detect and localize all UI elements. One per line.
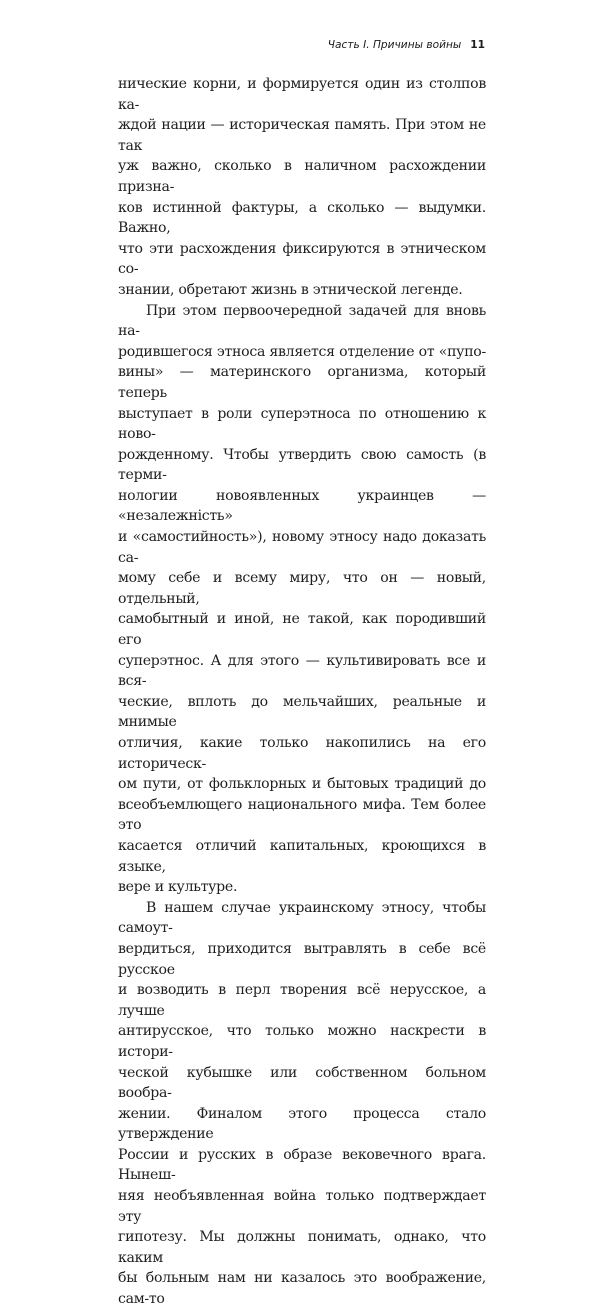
text-line: ждой нации — историческая память. При этом не так — [118, 117, 486, 154]
body-text — [118, 74, 486, 1310]
text-line: вердиться, приходится вытравлять в себе всё русское — [118, 940, 486, 978]
text-line: няя необъявленная война только подтверждает эту — [118, 1188, 486, 1225]
text-line: ом пути, от фольклорных и бытовых традиций до — [118, 776, 486, 793]
text-line: и возводить в перл творения всё нерусское, а лучше — [118, 982, 486, 1019]
text-line: ческие, вплоть до мельчайших, реальные и мнимые — [118, 693, 486, 731]
text-line: нологии новоявленных украинцев — «незалежність» — [118, 487, 486, 525]
text-line: и «самостийность»), новому этносу надо доказать са- — [118, 529, 486, 566]
running-header — [328, 38, 485, 52]
text-line: уж важно, сколько в наличном расхождении призна- — [118, 158, 486, 195]
text-line: всеобъемлющего национального мифа. Тем более это — [118, 796, 486, 834]
text-line: гипотезу. Мы должны понимать, однако, что каким — [118, 1229, 486, 1266]
text-line: выступает в роли суперэтноса по отношению к ново- — [118, 405, 486, 443]
text-line: мому себе и всему миру, что он — новый, отдельный, — [118, 570, 486, 607]
text-line: вины» — материнского организма, который теперь — [118, 364, 486, 401]
text-line: жении. Финалом этого процесса стало утверждение — [118, 1105, 486, 1143]
text-line: антирусское, что только можно наскрести в истори- — [118, 1023, 486, 1060]
text-line: касается отличий капитальных, кроющихся в языке, — [118, 837, 486, 875]
text-line: России и русских в образе вековечного врага. Нынеш- — [118, 1146, 486, 1184]
text-line: В нашем случае украинскому этносу, чтобы самоут- — [118, 899, 486, 937]
text-line: нические корни, и формируется один из столпов ка- — [118, 76, 486, 113]
text-line: родившегося этноса является отделение от «пупо- — [118, 343, 486, 360]
chapter-title: Часть I. Причины войны — [327, 39, 462, 51]
text-line: ков истинной фактуры, а сколько — выдумки. Важно, — [118, 199, 486, 237]
text-line: рожденному. Чтобы утвердить свою самость (в терми- — [118, 446, 486, 484]
text-line: суперэтнос. А для этого — культивировать все и вся- — [118, 652, 486, 690]
text-line: вере и культуре. — [118, 879, 238, 896]
text-line: При этом первоочередной задачей для вновь на- — [118, 302, 486, 340]
text-line: бы больным нам ни казалось это воображение, сам-то — [118, 1270, 486, 1308]
text-line: отличия, какие только накопились на его историческ- — [118, 735, 486, 772]
text-line: самобытный и иной, не такой, как породивший его — [118, 611, 486, 649]
page-number: 11 — [470, 39, 485, 51]
text-line: ческой кубышке или собственном больном вообра- — [118, 1064, 486, 1102]
text-line: что эти расхождения фиксируются в этническом со- — [118, 240, 486, 278]
text-line: знании, обретают жизнь в этнической легенде. — [118, 281, 463, 298]
